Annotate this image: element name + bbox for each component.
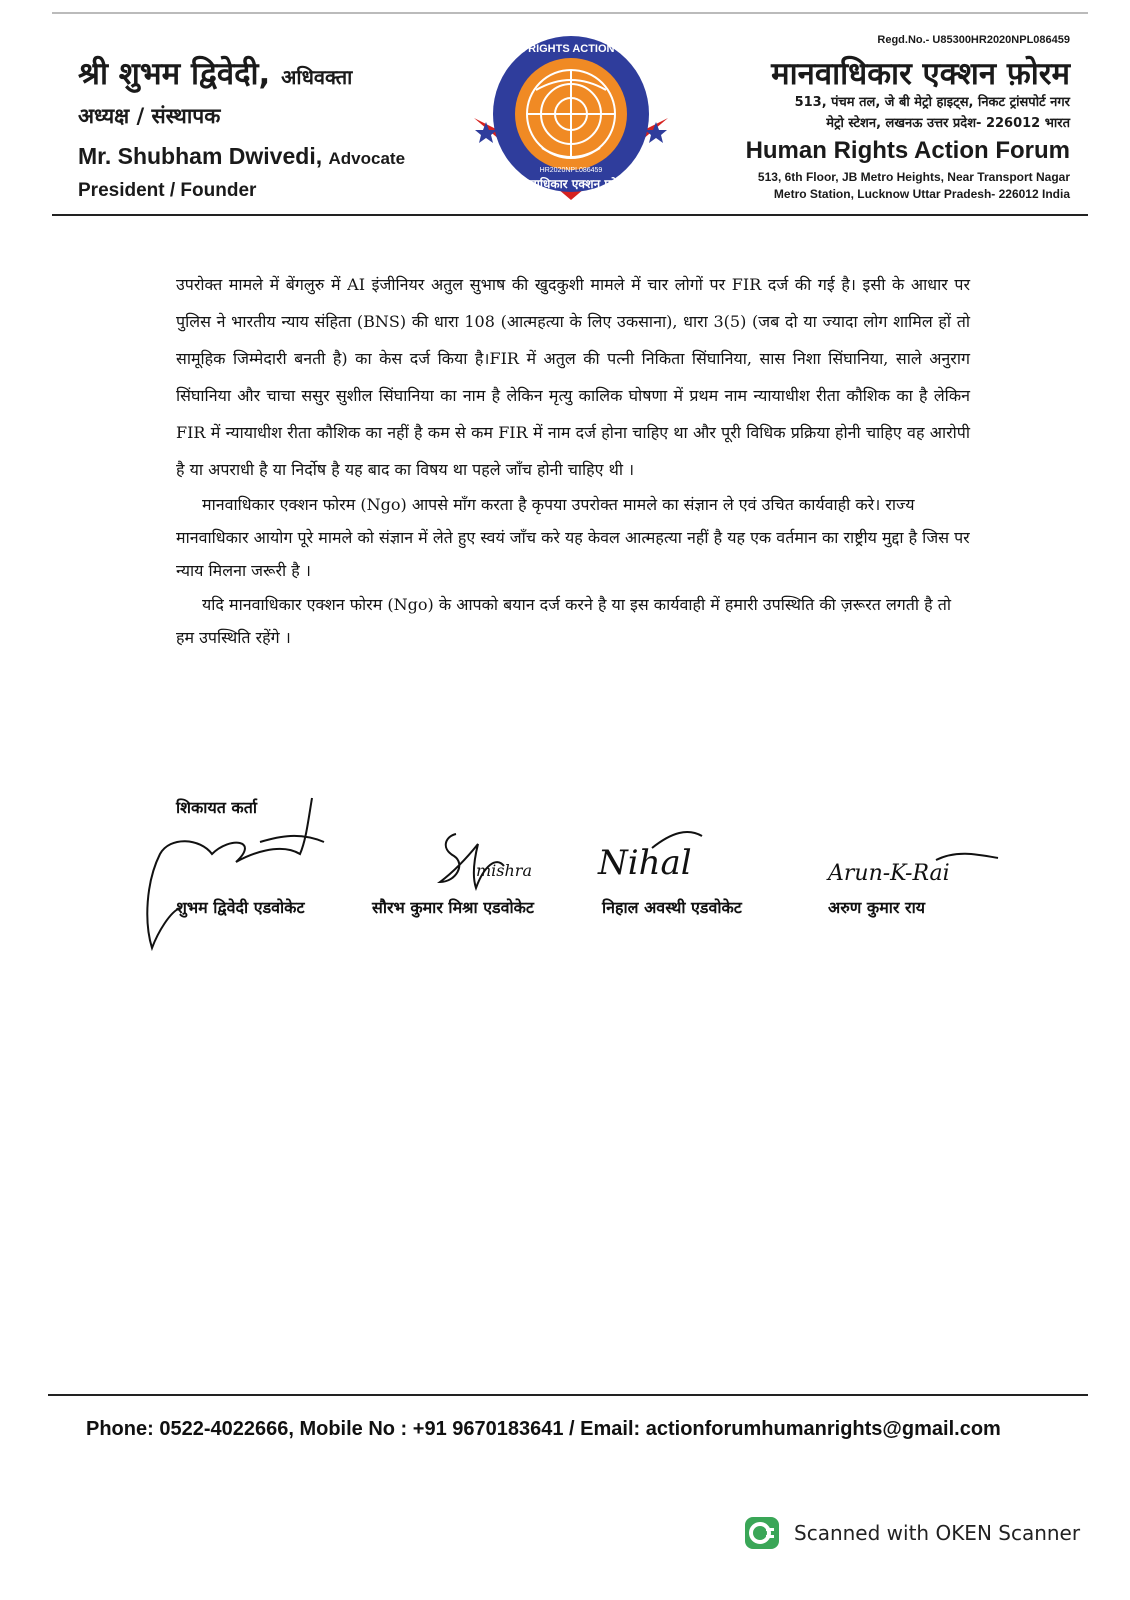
address-english-line-1: 513, 6th Floor, JB Metro Heights, Near Transport Nagar bbox=[757, 170, 1070, 184]
president-role-english: President / Founder bbox=[78, 180, 257, 201]
signature-2-handwriting: mishra bbox=[476, 861, 532, 880]
body-paragraph-1: उपरोक्त मामले में बेंगलुरु में AI इंजीनियर अतुल सुभाष की खुदकुशी मामले में चार लोगों पर FIR दर्ज की गई है। इसी के आधार पर पुलिस ने भारतीय न्याय संहिता (BNS) की धारा 108 (आत्महत्या के लिए उकसाना), धारा 3(5) (जब दो या ज्यादा लोग शामिल हों तो सामूहिक जिम्मेदारी बनती है) का केस दर्ज किया है।FIR में अतुल की पत्नी निकिता सिंघानिया, सास निशा सिंघानिया, साले अनुराग सिंघानिया और चाचा ससुर सुशील सिंघानिया का नाम है लेकिन मृत्यु कालिक घोषणा में प्रथम नाम न्यायाधीश रीता कौशिक का है लेकिन FIR में न्यायाधीश रीता कौशिक का नहीं है कम से कम FIR में नाम दर्ज होना चाहिए था और पूरी विधिक प्रक्रिया होनी चाहिए वह आरोपी है या अपराधी है या निर्दोष है यह बाद का विषय था पहले जाँच होनी चाहिए थी । bbox=[176, 275, 970, 479]
logo-reg-text: HR2020NPL086459 bbox=[539, 167, 603, 174]
scanner-logo-icon bbox=[744, 1516, 780, 1550]
signature-3-handwriting: Nihal bbox=[598, 843, 692, 883]
logo-ring-text: HUMAN RIGHTS ACTION FORUM bbox=[484, 43, 658, 55]
letter-body bbox=[176, 266, 970, 654]
body-paragraph-2: मानवाधिकार एक्शन फोरम (Ngo) आपसे माँग करता है कृपया उपरोक्त मामले का संज्ञान ले एवं उचित कार्यवाही करे। राज्य मानवाधिकार आयोग पूरे मामले को संज्ञान में लेते हुए स्वयं जाँच करे यह केवल आत्महत्या नहीं है यह एक वर्तमान का राष्ट्रीय मुद्दा है जिस पर न्याय मिलना जरूरी है । bbox=[176, 495, 970, 580]
signature-1 bbox=[140, 792, 340, 952]
registration-number: Regd.No.- U85300HR2020NPL086459 bbox=[877, 34, 1070, 46]
header-divider bbox=[52, 214, 1088, 216]
signature-3 bbox=[592, 818, 712, 898]
organization-logo bbox=[472, 30, 670, 210]
complainant-label: शिकायत कर्ता bbox=[176, 798, 257, 817]
signatory-name-2: सौरभ कुमार मिश्रा एडवोकेट bbox=[372, 898, 534, 917]
address-hindi-line-1: 513, पंचम तल, जे बी मेट्रो हाइट्स, निकट ट्रांसपोर्ट नगर bbox=[794, 95, 1070, 110]
address-english-line-2: Metro Station, Lucknow Uttar Pradesh- 226012 India bbox=[773, 187, 1070, 201]
contact-info: Phone: 0522-4022666, Mobile No : +91 9670183641 / Email: actionforumhumanrights@gmail.com bbox=[86, 1418, 1001, 1440]
scanner-watermark bbox=[744, 1516, 1080, 1550]
signatory-name-4: अरुण कुमार राय bbox=[828, 898, 926, 917]
logo-ring-text-hindi: मानवाधिकार एक्शन फ़ोरम bbox=[513, 177, 629, 191]
president-role-hindi: अध्यक्ष / संस्थापक bbox=[78, 104, 221, 128]
signature-4 bbox=[826, 830, 1006, 900]
top-border-rule bbox=[52, 12, 1088, 14]
signatory-name-3: निहाल अवस्थी एडवोकेट bbox=[602, 898, 742, 917]
org-name-hindi: मानवाधिकार एक्शन फ़ोरम bbox=[771, 56, 1070, 92]
signatory-name-1: शुभम द्विवेदी एडवोकेट bbox=[176, 898, 305, 917]
scanner-watermark-text: Scanned with OKEN Scanner bbox=[794, 1521, 1081, 1545]
signature-4-handwriting: Arun-K-Rai bbox=[828, 861, 950, 886]
body-paragraph-3: यदि मानवाधिकार एक्शन फोरम (Ngo) के आपको बयान दर्ज करने है या इस कार्यवाही में हमारी उपस्थिति की ज़रूरत लगती है तो हम उपस्थिति रहेंगे । bbox=[176, 595, 952, 647]
address-hindi-line-2: मेट्रो स्टेशन, लखनऊ उत्तर प्रदेश- 226012 भारत bbox=[826, 116, 1070, 131]
org-name-english: Human Rights Action Forum bbox=[745, 137, 1070, 164]
president-name-english: Mr. Shubham Dwivedi, Advocate bbox=[78, 143, 406, 169]
president-name-hindi: श्री शुभम द्विवेदी, अधिवक्ता bbox=[78, 56, 353, 92]
signature-2 bbox=[426, 826, 546, 896]
footer-divider bbox=[48, 1394, 1088, 1396]
